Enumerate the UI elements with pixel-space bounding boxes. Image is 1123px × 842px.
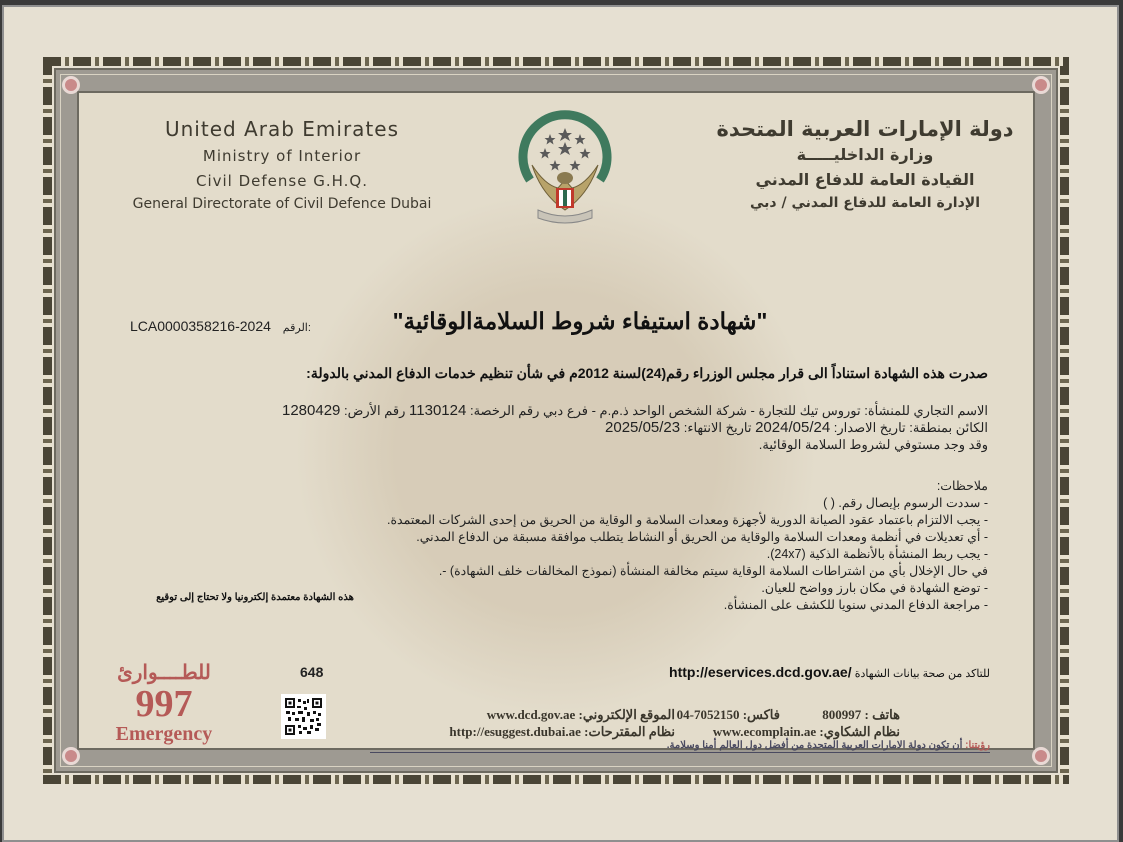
emergency-number: 997: [135, 683, 193, 725]
uae-moi-eagle-emblem-icon: [510, 110, 620, 230]
facility-line-3: وقد وجد مستوفي لشروط السلامة الوقائية.: [758, 437, 988, 452]
license-number: 1130124: [409, 402, 467, 419]
note-item: - يجب الالتزام باعتماد عقود الصيانة الدورية لأجهزة ومعدات السلامة و الوقاية من الحريق من إحدى الشركات المعتمدة.: [387, 513, 988, 527]
note-item: - توضع الشهادة في مكان بارز وواضح للعيان.: [761, 581, 988, 595]
area-issue-label: الكائن بمنطقة: تاريخ الاصدار:: [833, 420, 988, 435]
ministry-name-ar: وزارة الداخليـــــة: [796, 145, 934, 164]
reference-label: الرقم:: [282, 322, 311, 334]
reference-number: LCA0000358216-2024: [130, 318, 271, 334]
trade-name-text: الاسم التجاري للمنشأة: توروس تيك للتجارة - شركة الشخص الواحد ذ.م.م - فرع دبي رقم الرخصة:: [469, 403, 988, 418]
emergency-label-ar: للطــــوارئ: [117, 662, 211, 684]
vision-statement: [370, 740, 990, 753]
land-label: رقم الأرض:: [344, 403, 406, 418]
phone-number: هاتف : 800997: [822, 707, 900, 722]
note-item: - أي تعديلات في أنظمة ومعدات السلامة والوقاية من الحريق أو النشاط يتطلب موافقة مسبقة من الدفاع المدني.: [416, 530, 988, 544]
vision-label: رؤيتنا:: [965, 740, 990, 751]
suggestions-link[interactable]: نظام المقترحات: http://esuggest.dubai.ae: [449, 724, 675, 739]
notes-heading: ملاحظات:: [936, 479, 988, 493]
qr-code-icon[interactable]: [281, 694, 326, 739]
header-arabic: [700, 117, 1030, 211]
expiry-date: 2025/05/23: [605, 419, 681, 436]
header-english: [112, 117, 452, 212]
notes-section: [370, 478, 988, 614]
note-item: - سددت الرسوم بإيصال رقم. ( ): [823, 496, 988, 510]
corner-rosette-icon: [1032, 747, 1050, 765]
certificate-code: 648: [300, 664, 324, 680]
ghq-name-en: Civil Defense G.H.Q.: [196, 172, 368, 190]
corner-rosette-icon: [62, 747, 80, 765]
certificate-title: "شهادة استيفاء شروط السلامةالوقائية": [392, 308, 768, 334]
verification-label: للتاكد من صحة بيانات الشهادة: [854, 668, 990, 680]
expiry-label: تاريخ الانتهاء:: [683, 420, 752, 435]
note-item: في حال الإخلال بأي من اشتراطات السلامة الوقاية سيتم مخالفة المنشأة (نموذج المخالفات خلف الشهادة) -.: [438, 564, 988, 578]
ghq-name-ar: القيادة العامة للدفاع المدني: [755, 170, 975, 189]
directorate-name-ar: الإدارة العامة للدفاع المدني / دبي: [750, 195, 980, 211]
ministry-name-en: Ministry of Interior: [202, 147, 362, 165]
facility-line-2: [270, 419, 988, 436]
land-number: 1280429: [282, 402, 341, 419]
facility-line-1: [270, 402, 988, 419]
directorate-name-en: General Directorate of Civil Defence Dubai: [132, 196, 432, 212]
corner-rosette-icon: [62, 76, 80, 94]
emergency-label-en: Emergency: [115, 723, 213, 745]
country-name-ar: دولة الإمارات العربية المتحدة: [716, 117, 1014, 141]
note-item: - مراجعة الدفاع المدني سنويا للكشف على المنشأة.: [723, 598, 988, 612]
vision-text: أن تكون دولة الامارات العربية المتحدة من أفضل دول العالم أمنا وسلامة.: [666, 740, 966, 751]
corner-rosette-icon: [1032, 76, 1050, 94]
decree-statement: صدرت هذه الشهادة استناداً الى قرار مجلس الوزراء رقم(24)لسنة 2012م في شأن تنظيم خدمات الدفاع المدني بالدولة:: [306, 365, 988, 381]
verification-line: [600, 664, 990, 680]
website-link[interactable]: الموقع الإلكتروني: www.dcd.gov.ae: [486, 707, 675, 722]
electronic-signature-note: هذه الشهادة معتمدة إلكترونيا ولا تحتاج إلى توقيع: [156, 592, 354, 603]
complaints-link[interactable]: نظام الشكاوي: www.ecomplain.ae: [712, 724, 900, 739]
verification-link[interactable]: http://eservices.dcd.gov.ae/: [669, 664, 852, 680]
facility-details: [270, 402, 988, 453]
note-item: - يجب ربط المنشأة بالأنظمة الذكية (24x7).: [766, 547, 988, 561]
fax-number: فاكس: 7052150-04: [676, 707, 780, 722]
certificate-reference: [130, 318, 311, 334]
country-name-en: United Arab Emirates: [164, 117, 399, 141]
issue-date: 2024/05/24: [755, 419, 831, 436]
emergency-block: [108, 660, 220, 746]
